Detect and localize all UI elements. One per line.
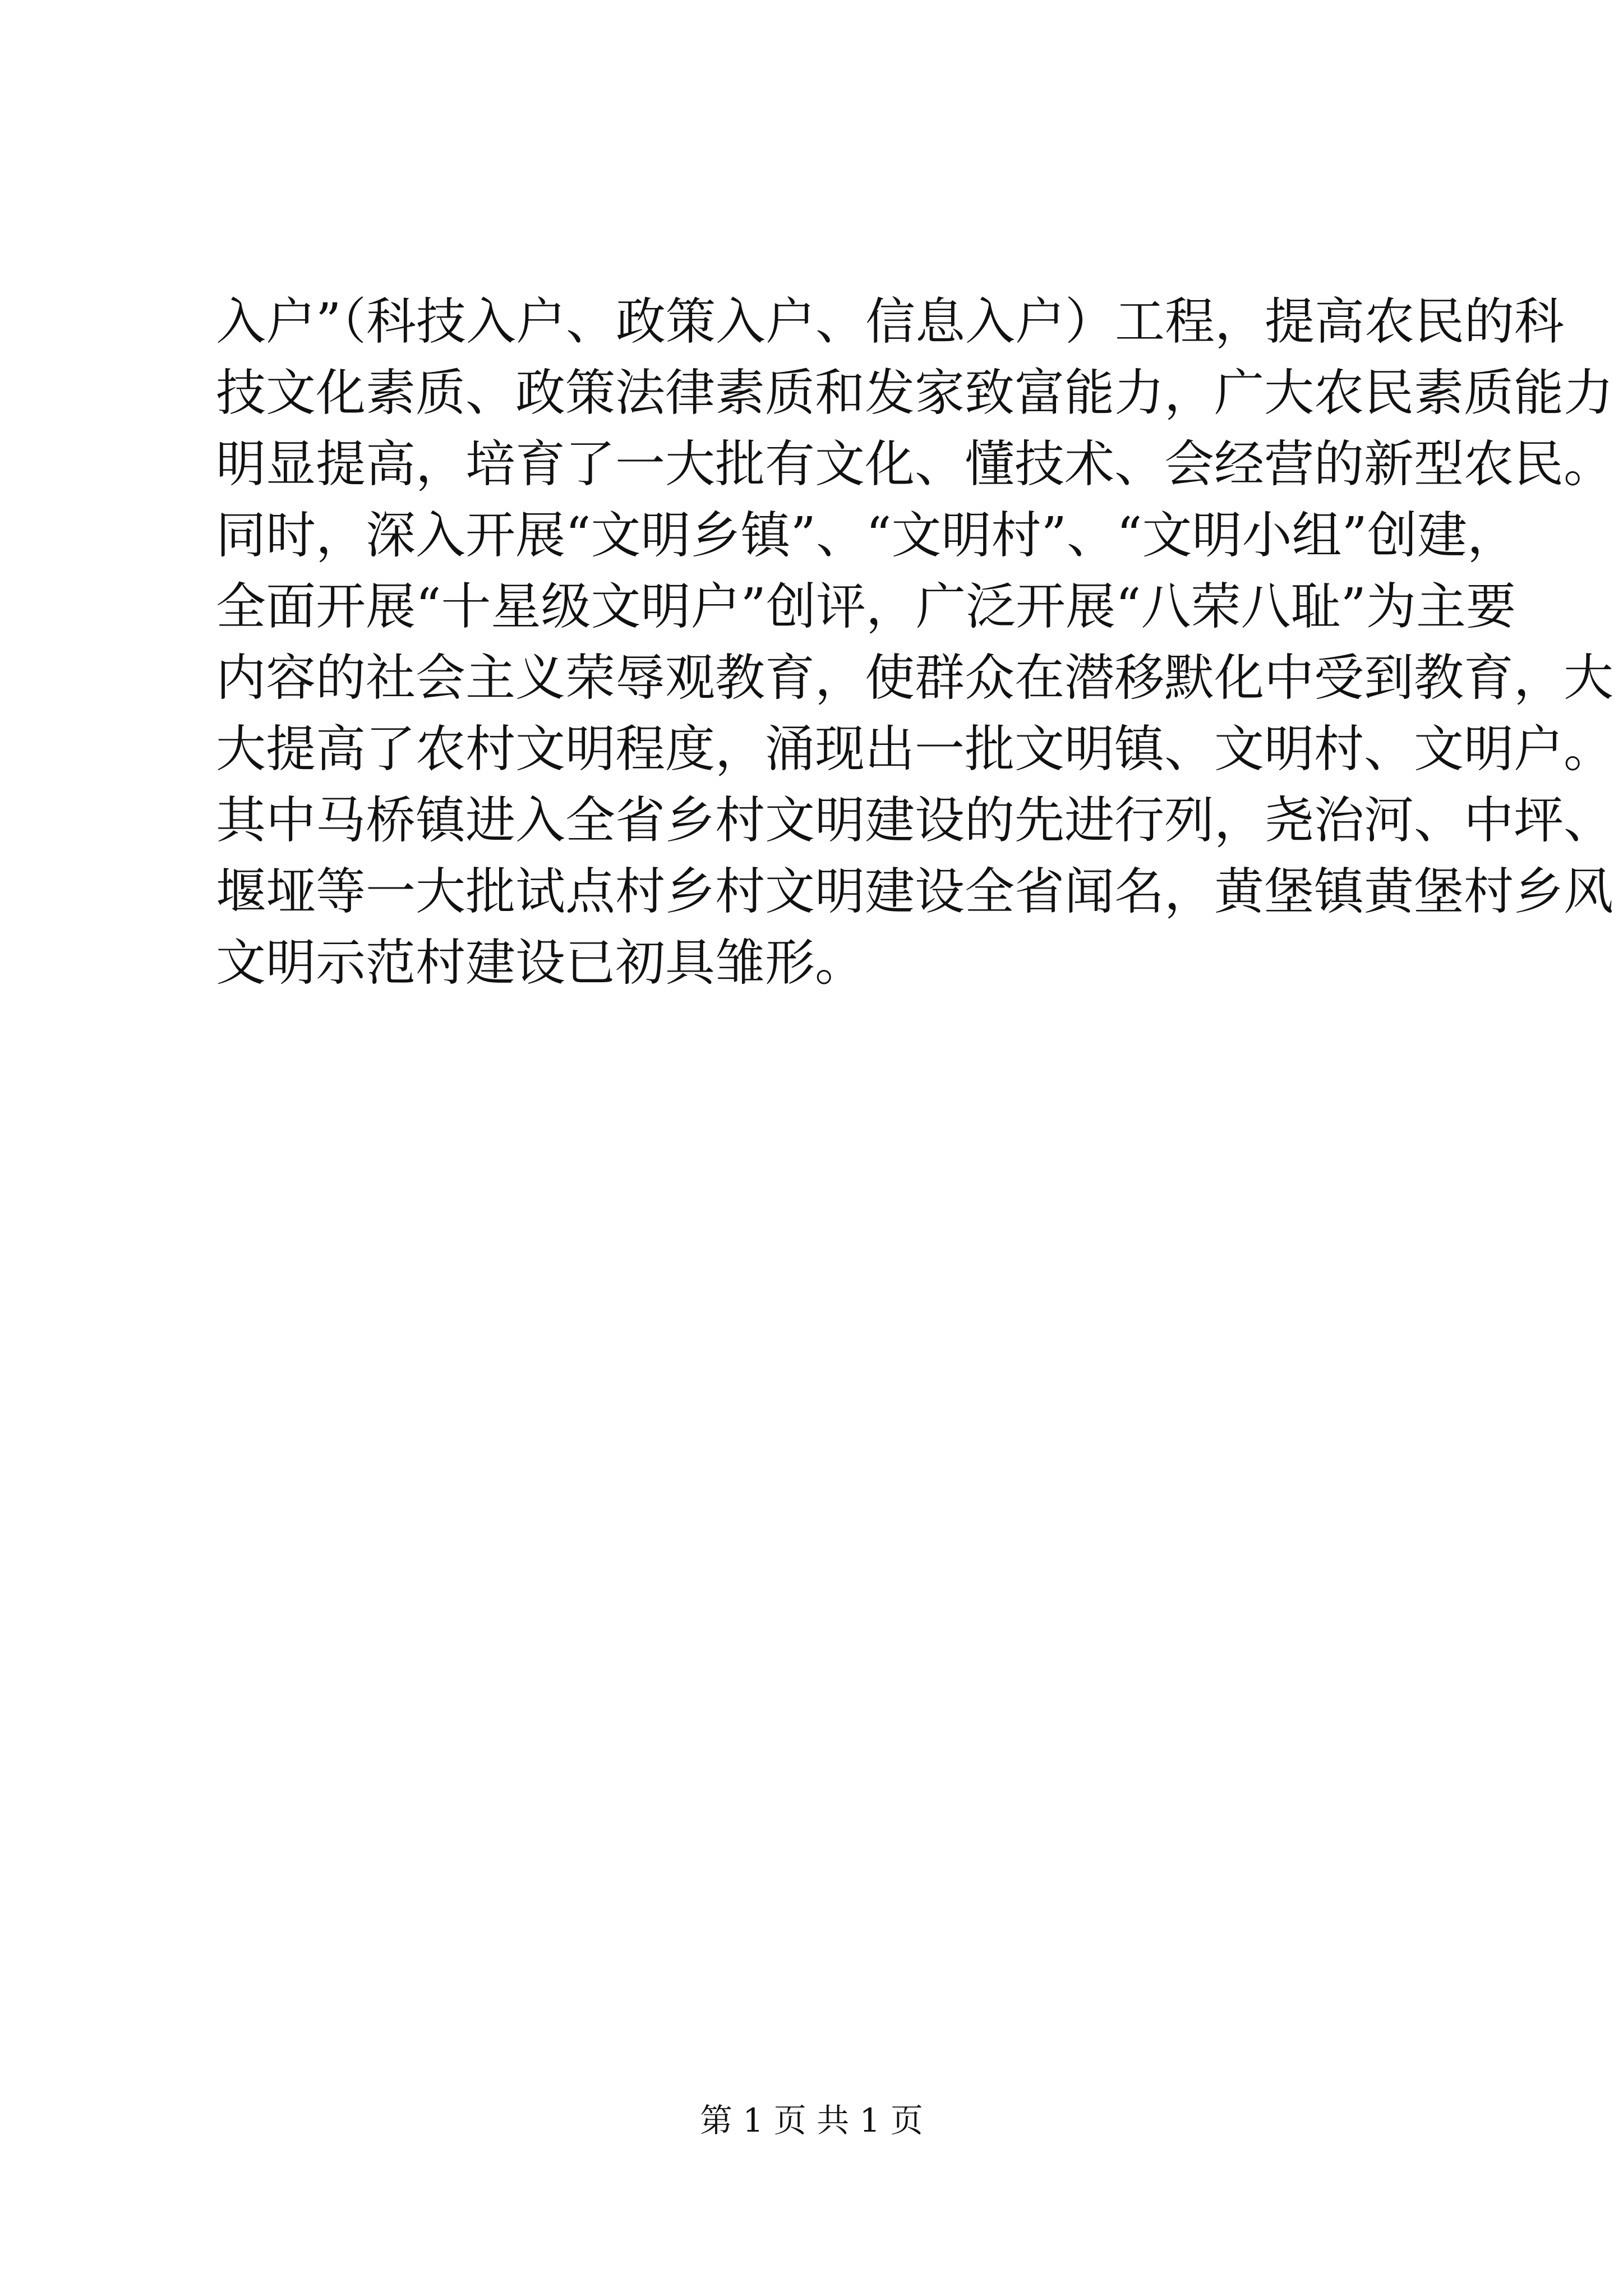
text-line: 其中马桥镇进入全省乡村文明建设的先进行列，尧治河、中坪、 [216,791,1613,849]
text-line: 技文化素质、政策法律素质和发家致富能力，广大农民素质能力 [216,364,1613,422]
text-line: 文明示范村建设已初具雏形。 [216,933,865,992]
text-line: 入户”（科技入户、政策入户、信息入户）工程，提高农民的科 [216,292,1564,351]
page-number: 第 1 页 共 1 页 [700,2101,923,2139]
text-line: 大提高了农村文明程度，涌现出一批文明镇、文明村、文明户。 [216,720,1613,778]
text-line: 同时，深入开展“文明乡镇”、“文明村”、“文明小组”创建， [216,506,1517,564]
text-line: 明显提高，培育了一大批有文化、懂技术、会经营的新型农民。 [216,435,1613,493]
body-paragraph [216,286,1613,999]
text-line: 堰垭等一大批试点村乡村文明建设全省闻名，黄堡镇黄堡村乡风 [216,862,1613,921]
page-footer [0,2098,1623,2143]
text-line: 全面开展“十星级文明户”创评，广泛开展“八荣八耻”为主要 [216,577,1516,636]
text-line: 内容的社会主义荣辱观教育，使群众在潜移默化中受到教育，大 [216,648,1613,707]
